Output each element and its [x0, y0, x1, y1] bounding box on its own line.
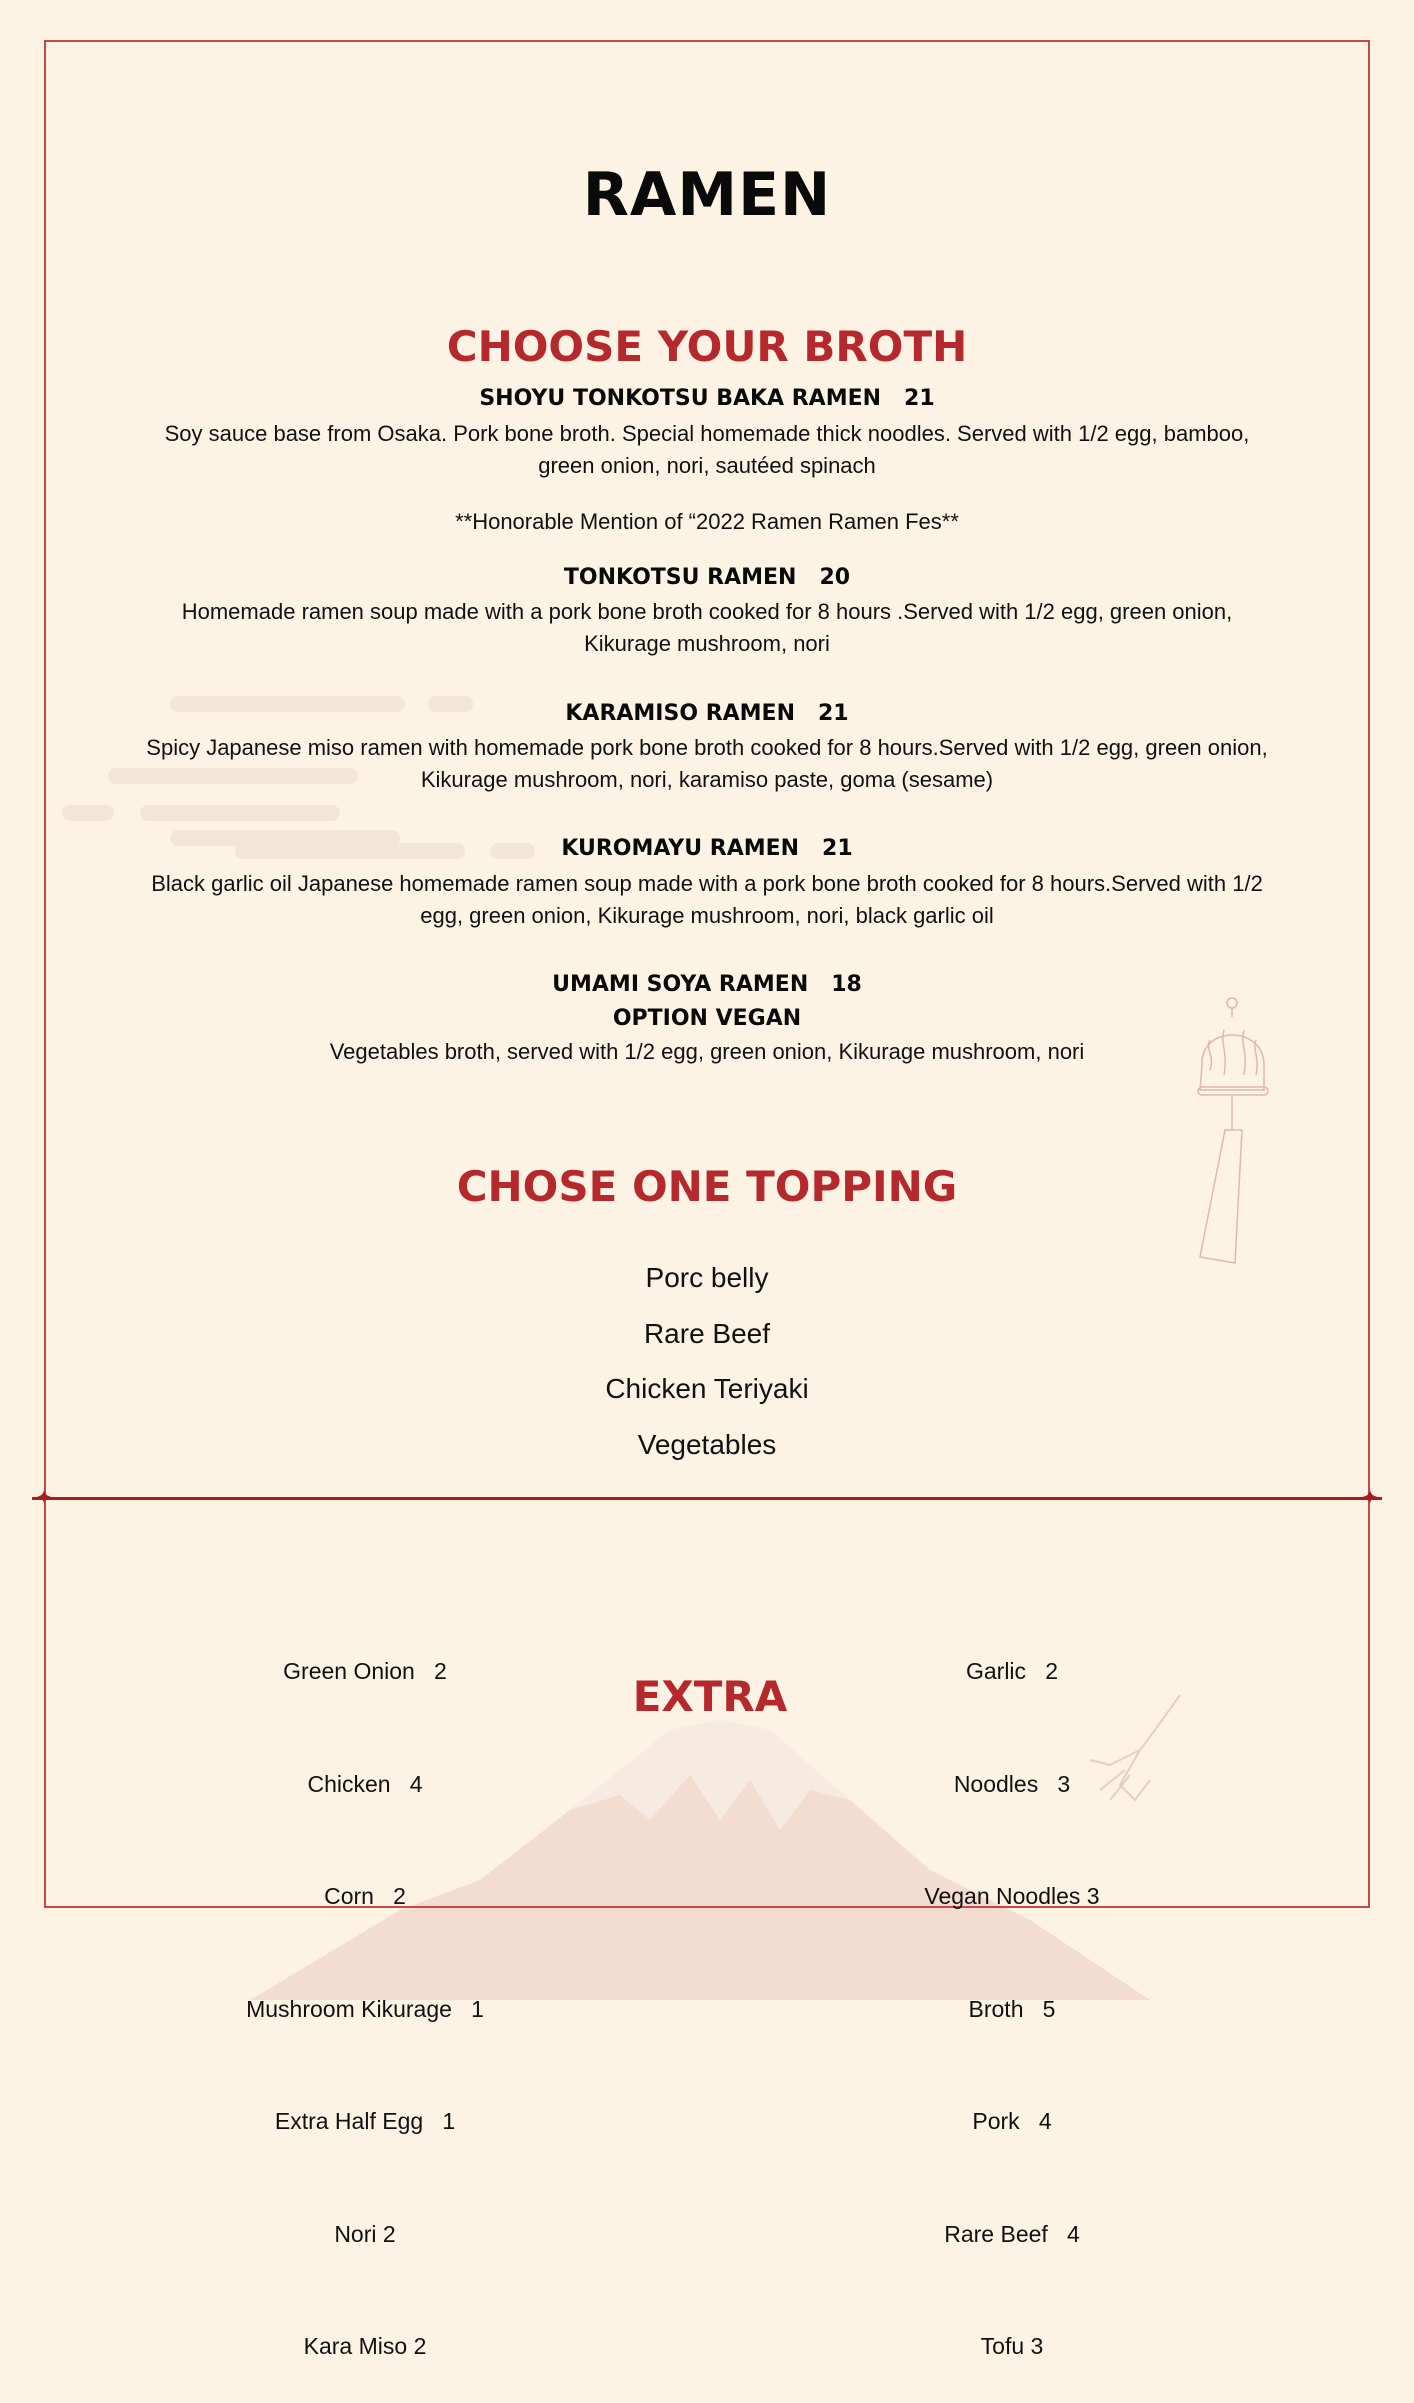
topping-section-title: CHOSE ONE TOPPING [456, 1162, 958, 1211]
extra-list-right [862, 1578, 1162, 2403]
extra-item: Kara Miso 2 [303, 2333, 427, 2359]
extra-list-left [215, 1578, 515, 2403]
topping-item: Chicken Teriyaki [605, 1373, 809, 1404]
extra-item: Noodles 3 [953, 1770, 1071, 1797]
menu-item-subtitle: OPTION VEGAN [612, 1006, 802, 1031]
extra-item: Chicken 4 [307, 1770, 423, 1797]
menu-item-description: Soy sauce base from Osaka. Pork bone broth. Special homemade thick noodles. Served with 1/2 egg, bamboo, green onion, nori, sautéed spinach [164, 421, 1250, 478]
topping-item: Vegetables [637, 1429, 777, 1460]
extra-section-title: EXTRA [632, 1672, 788, 1721]
extra-item: Mushroom Kikurage 1 [246, 1995, 484, 2022]
menu-item-title: KUROMAYU RAMEN 21 [561, 836, 853, 861]
menu-item-description: Spicy Japanese miso ramen with homemade pork bone broth cooked for 8 hours.Served with 1/2 egg, green onion, Kikurage mushroom, nori, karamiso paste, goma (sesame) [146, 735, 1268, 792]
extra-item: Rare Beef 4 [944, 2220, 1080, 2247]
topping-item: Porc belly [645, 1262, 769, 1293]
extra-item: Extra Half Egg 1 [274, 2108, 456, 2134]
menu-item-title: UMAMI SOYA RAMEN 18 [552, 972, 862, 997]
extra-item: Vegan Noodles 3 [924, 1883, 1100, 1909]
menu-item-description: Black garlic oil Japanese homemade ramen soup made with a pork bone broth cooked for 8 hours.Served with 1/2 egg, green onion, Kikurage mushroom, nori, black garlic oil [151, 871, 1263, 928]
page-title: RAMEN [582, 160, 832, 230]
menu-item-description: Vegetables broth, served with 1/2 egg, green onion, Kikurage mushroom, nori [329, 1039, 1085, 1064]
extra-item: Corn 2 [324, 1883, 406, 1909]
topping-item: Rare Beef [643, 1318, 771, 1349]
extra-item: Green Onion 2 [283, 1658, 447, 1684]
menu-item-note: **Honorable Mention of “2022 Ramen Ramen Fes** [455, 509, 959, 534]
broth-section-title: CHOOSE YOUR BROTH [446, 322, 968, 371]
extra-item: Pork 4 [972, 2108, 1052, 2134]
menu-item-title: SHOYU TONKOTSU BAKA RAMEN 21 [479, 386, 935, 411]
extra-item: Tofu 3 [980, 2333, 1044, 2359]
extra-item: Nori 2 [334, 2220, 396, 2247]
menu-item-description: Homemade ramen soup made with a pork bone broth cooked for 8 hours .Served with 1/2 egg, green onion, Kikurage mushroom, nori [181, 599, 1233, 656]
menu-item-title: KARAMISO RAMEN 21 [565, 701, 849, 726]
extra-item: Garlic 2 [965, 1658, 1059, 1684]
menu-item-title: TONKOTSU RAMEN 20 [563, 565, 851, 590]
extra-item: Broth 5 [968, 1995, 1056, 2022]
section-divider: ✦ ✦ [32, 1497, 1382, 1500]
